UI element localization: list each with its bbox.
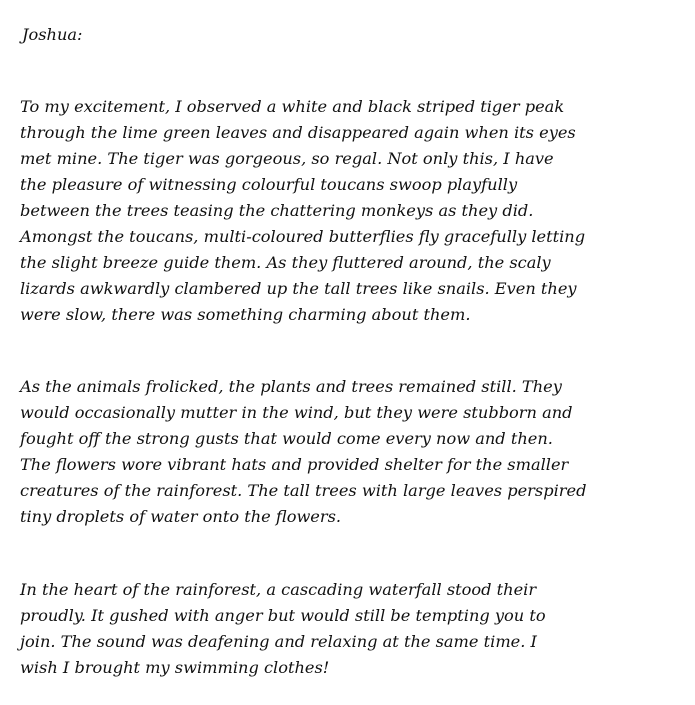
text-line: the pleasure of witnessing colourful toucans swoop playfully (20, 175, 518, 194)
paragraph-waterfall (20, 577, 685, 681)
text-line: tiny droplets of water onto the flowers. (20, 507, 342, 526)
text-line: through the lime green leaves and disappeared again when its eyes (20, 123, 576, 142)
paragraph-plants (20, 374, 685, 530)
text-line: join. The sound was deafening and relaxing at the same time. I (20, 632, 537, 651)
paragraph-animals (20, 94, 685, 328)
text-line: wish I brought my swimming clothes! (20, 658, 330, 677)
text-line: Amongst the toucans, multi-coloured butterflies fly gracefully letting (20, 227, 586, 246)
text-line: met mine. The tiger was gorgeous, so regal. Not only this, I have (20, 149, 554, 168)
text-line: the slight breeze guide them. As they fluttered around, the scaly (20, 253, 551, 272)
text-line: creatures of the rainforest. The tall trees with large leaves perspired (20, 481, 587, 500)
text-line: In the heart of the rainforest, a cascading waterfall stood their (20, 580, 537, 599)
text-line: fought off the strong gusts that would come every now and then. (20, 429, 553, 448)
text-line: would occasionally mutter in the wind, but they were stubborn and (20, 403, 573, 422)
text-line: lizards awkwardly clambered up the tall trees like snails. Even they (20, 279, 577, 298)
author-name: Joshua: (22, 25, 83, 44)
text-line: To my excitement, I observed a white and black striped tiger peak (20, 97, 565, 116)
text-line: The flowers wore vibrant hats and provided shelter for the smaller (20, 455, 569, 474)
text-line: between the trees teasing the chattering monkeys as they did. (20, 201, 534, 220)
text-line: proudly. It gushed with anger but would still be tempting you to (20, 606, 546, 625)
text-line: As the animals frolicked, the plants and trees remained still. They (20, 377, 562, 396)
text-line: were slow, there was something charming about them. (20, 305, 471, 324)
